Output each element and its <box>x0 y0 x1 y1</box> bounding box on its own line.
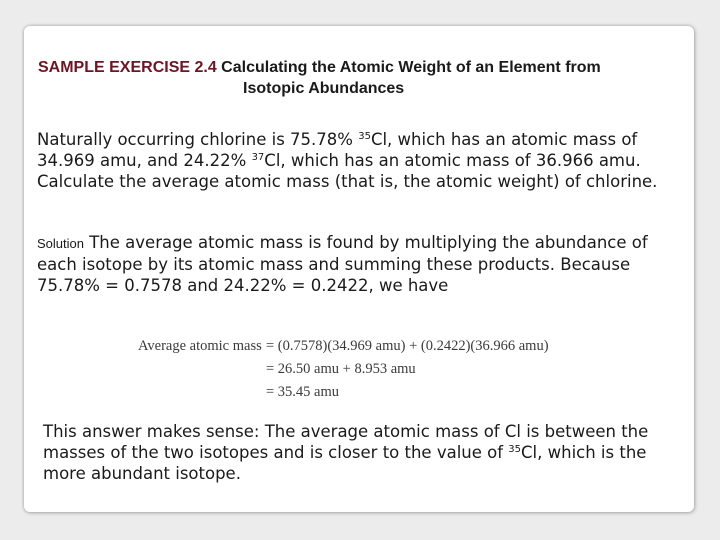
solution-paragraph <box>37 232 687 296</box>
equation-lhs: Average atomic mass <box>138 338 262 354</box>
problem-statement <box>37 129 687 192</box>
exercise-title-line1: Calculating the Atomic Weight of an Element from <box>221 59 601 76</box>
problem-text-2: Cl, which has an atomic mass of 34.969 amu, and 24.22% <box>37 130 638 170</box>
equation-line-3: = 35.45 amu <box>266 384 340 400</box>
conclusion-text-2: Cl, which is the more abundant isotope. <box>43 443 647 483</box>
isotope-mass-number-35-b: 35 <box>508 444 522 455</box>
solution-label: Solution <box>37 236 84 251</box>
problem-text-1: Naturally occurring chlorine is 75.78% <box>37 130 359 149</box>
exercise-title <box>38 57 688 99</box>
equation-line-1: = (0.7578)(34.969 amu) + (0.2422)(36.966 amu) <box>266 338 549 354</box>
equation-line-2: = 26.50 amu + 8.953 amu <box>266 361 416 377</box>
exercise-label: SAMPLE EXERCISE 2.4 <box>38 59 217 76</box>
slide <box>24 26 694 512</box>
exercise-title-line2: Isotopic Abundances <box>243 80 405 97</box>
isotope-mass-number-37: 37 <box>251 152 265 163</box>
conclusion-paragraph <box>43 421 693 484</box>
conclusion-text-1: This answer makes sense: The average atomic mass of Cl is between the masses of the two isotopes and is closer to the value of <box>43 422 649 462</box>
solution-text: The average atomic mass is found by multiplying the abundance of each isotope by its atomic mass and summing these products. Because 75.78% = 0.7578 and 24.22% = 0.2422, we have <box>37 233 648 295</box>
isotope-mass-number-35: 35 <box>358 131 371 142</box>
problem-text-3: Cl, which has an atomic mass of 36.966 amu. Calculate the average atomic mass (that is, the atomic weight) of chlorine. <box>37 151 658 191</box>
